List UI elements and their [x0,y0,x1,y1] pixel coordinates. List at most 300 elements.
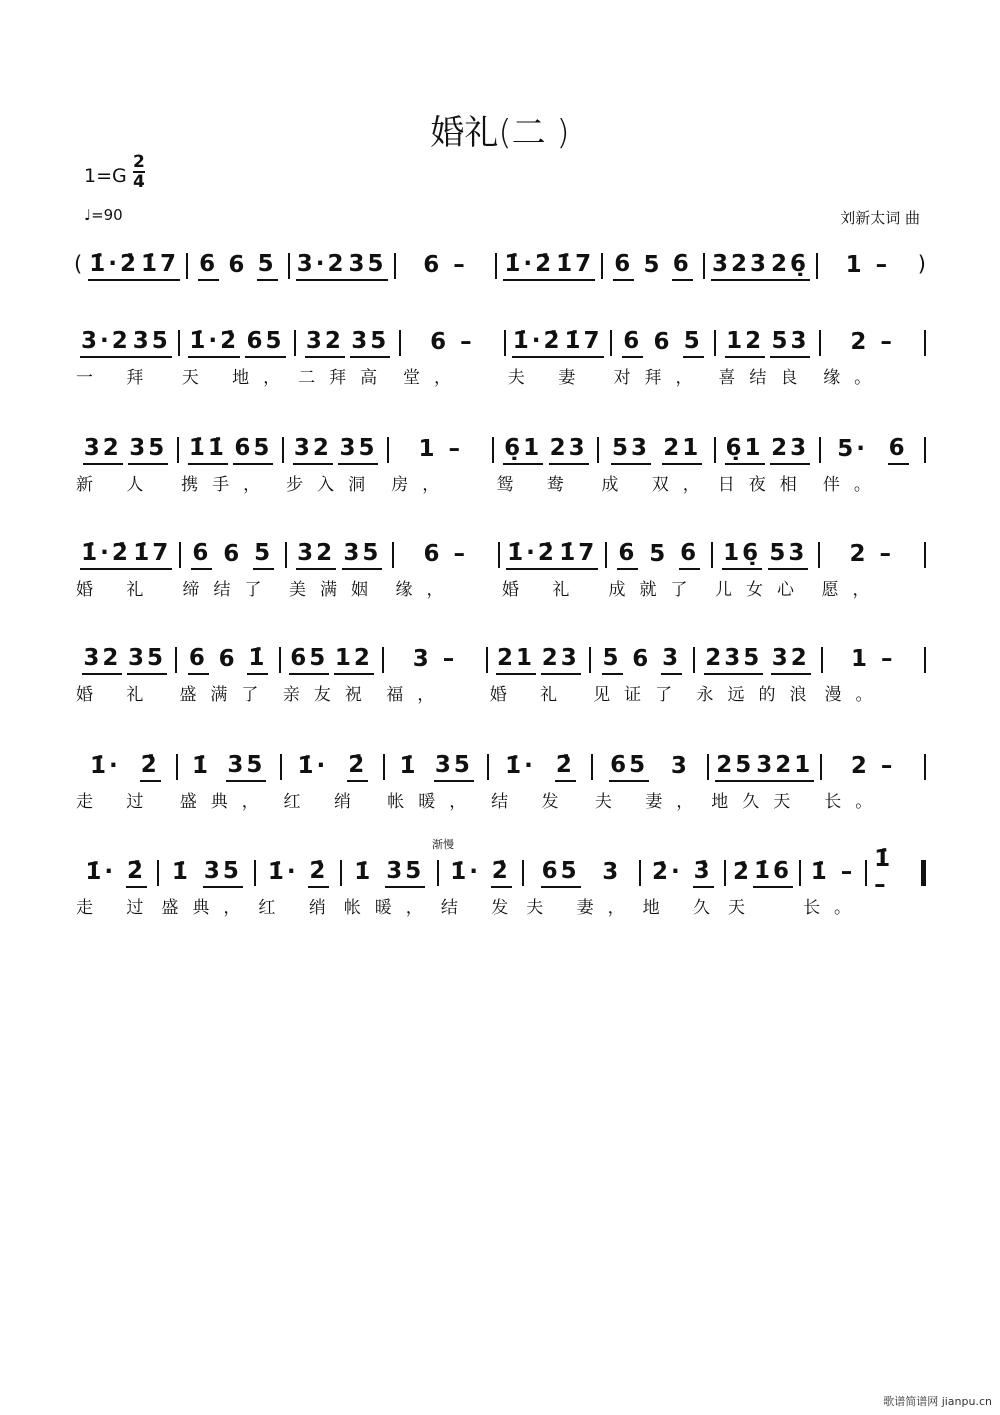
score-line [74,323,926,393]
note-group: 6̣1 [503,435,543,465]
note-group: 5· [837,436,868,462]
lyric-text: 夫 妻， [526,898,639,918]
measure [599,430,713,500]
measure [281,640,382,710]
note-group: 1̇· [90,753,121,779]
note-group: 35 [342,540,382,570]
time-signature-bottom: 4 [133,172,145,192]
note-group: 16̣ [722,540,762,570]
note-group: 53 [770,328,810,358]
lyric-text: 长。 [824,792,887,812]
note-group: 23 [549,435,589,465]
measure [290,246,394,316]
measure-notes [287,535,392,575]
measure [74,430,177,500]
score-line [74,246,926,316]
lyric-text: 福， [386,685,449,705]
note-group: 25 [715,752,755,782]
note-group: 1̇·2̇ [512,328,564,358]
note-group: 6 [653,329,673,355]
note-group: 1̇·2̇ [80,540,132,570]
bar-line [924,542,926,568]
note-group: 32 [83,435,123,465]
measure [256,853,339,923]
lyric-text: 长。 [803,898,866,918]
ritardando-mark: 渐慢 [432,838,454,851]
measure-notes [74,853,157,893]
final-bar-line [921,860,926,886]
measure [591,640,692,710]
lyric-text: 愿， [821,580,884,600]
measure-notes [641,853,724,893]
note-group: 26̣ [770,251,810,281]
measure-notes [159,853,254,893]
lyric-text: 夫 妻， [594,792,708,812]
note-group: 6 [617,540,638,570]
note-group: 35 [203,858,243,888]
lyric-text [818,286,918,316]
lyric-text: 走 过 [76,792,158,812]
measure-notes [726,853,799,893]
note-group: 1̇6 [753,858,793,888]
measure [488,640,589,710]
note-group: 1̇ [354,859,374,885]
measure-notes [177,640,278,680]
measure-notes [591,640,692,680]
note-group: 65 [289,645,329,675]
note-group: 3 [670,753,690,779]
lyric-text: 日夜相 [717,475,811,495]
measure-notes [342,853,437,893]
measure [74,535,179,605]
note-group: 2 – [850,753,896,779]
measure-notes [709,747,820,787]
measure-notes [822,747,924,787]
note-group: 1̇ [399,753,419,779]
measure-notes [593,747,707,787]
note-group: 5 [253,540,274,570]
note-group: 6 [218,646,238,672]
measure [178,747,280,817]
measure [603,246,703,316]
lyric-text: 喜结良 [718,368,812,388]
note-group: 6 [679,540,700,570]
measure-notes [607,535,712,575]
measure [612,323,715,393]
measure [401,323,504,393]
lyric-text: 缔结了 [182,580,276,600]
measure [385,747,487,817]
measure [494,430,597,500]
lyric-text: 新 人 [76,475,158,495]
measure [284,430,387,500]
score-line [74,846,926,923]
score-line [74,430,926,500]
lyric-text: 盛满了 [179,685,273,705]
measure-notes [867,846,921,898]
time-signature [133,153,145,191]
measure-notes [612,323,715,363]
measure-notes [401,323,504,363]
measure [726,853,799,923]
measure-notes [396,246,496,286]
score-line [74,535,926,605]
note-group: 3 [661,645,682,675]
measure [287,535,392,605]
lyric-text: 对拜， [613,368,707,388]
measure-notes [524,853,638,893]
note-group: 1 – [850,646,896,672]
measure-notes [488,640,589,680]
note-group: 6 [888,435,909,465]
measure [74,323,178,393]
measure [74,853,157,923]
lyric-text: 见证了 [593,685,687,705]
measure [394,535,499,605]
note-group: 65 [541,858,581,888]
note-group: 21 [662,435,702,465]
note-group: 6 [632,646,652,672]
note-group: 1̇ [171,859,191,885]
measure-notes [179,430,282,470]
lyric-text: 红 绡 [258,898,340,918]
measure [801,853,865,923]
note-group: 3·2 [296,251,348,281]
note-group: 1 – [418,436,464,462]
measure-notes [821,430,924,470]
measure-notes [497,246,601,286]
measure-notes [282,747,384,787]
measure-notes [256,853,339,893]
lyric-text [867,893,921,923]
lyric-text: 婚 礼 [76,685,158,705]
lyric-text: 缘。 [823,368,886,388]
note-group: 53 [768,540,808,570]
measure [607,535,712,605]
watermark: 歌谱简谱网 jianpu.cn [883,1395,992,1408]
lyric-text: 帐暖， [387,792,481,812]
measure-notes [178,747,280,787]
note-group: 2̇ [491,858,512,888]
measure-notes [713,535,818,575]
measure [867,846,921,923]
note-group: 35 [338,435,378,465]
lyric-text: 二拜高 [298,368,392,388]
measure-notes [603,246,703,286]
measure-notes [500,535,605,575]
measure [296,323,399,393]
note-group: 1̇7 [558,540,598,570]
measure-notes [290,246,394,286]
measure [342,853,437,923]
measure [713,535,818,605]
note-group: 32 [293,435,333,465]
lyric-text: 伴。 [822,475,885,495]
lyric-text [396,286,496,316]
measure [384,640,485,710]
note-group: 3̇ [693,858,714,888]
note-group: 65 [245,328,285,358]
measure [705,246,816,316]
note-group: 2 – [850,329,895,355]
note-group: 2 – [849,541,894,567]
lyric-text: 天 地， [181,368,295,388]
lyric-text: 一 拜 [76,368,158,388]
note-group: 1̇· [505,753,536,779]
lyric-text: 盛典， [161,898,255,918]
lyric-text: 婚 礼 [489,685,572,705]
measure-notes [716,323,819,363]
note-group: 2̇ [140,752,161,782]
note-group: 2̇ [347,752,368,782]
measure-notes [389,430,492,470]
measure [82,246,186,316]
measure [818,246,918,316]
bar-line [924,647,926,673]
note-group: 1̇· [450,859,481,885]
note-group: 3·2 [80,328,132,358]
note-group: 35 [434,752,474,782]
note-group: 23 [541,645,581,675]
measure-notes [506,323,610,363]
measure [500,535,605,605]
measure-notes [695,640,821,680]
measure [181,535,286,605]
note-group: 3 – [412,646,458,672]
note-group: 1 – [845,252,891,278]
score-line [74,640,926,710]
note-group: 12 [334,645,374,675]
lyric-text: 夫 妻 [507,368,590,388]
lyric-text: 缘， [395,580,458,600]
note-group: 2̇ [733,859,753,885]
lyric-text [603,286,703,316]
lyric-text: 红 绡 [283,792,365,812]
note-group: 6 [223,541,243,567]
close-parenthesis: ) [917,252,926,276]
composer-credit: 刘新太词 曲 [840,209,920,227]
measure-notes [181,535,286,575]
measure [593,747,707,817]
note-group: 2̇ [555,752,576,782]
lyric-text: 婚 礼 [502,580,584,600]
measure [641,853,724,923]
note-group: 5 [643,252,663,278]
measure [180,323,294,393]
lyric-text: 美满姻 [289,580,382,600]
note-group: 1̇ – [874,846,894,898]
measure [821,430,924,500]
lyric-text: 步入洞 [286,475,380,495]
note-group: 5 [602,645,623,675]
note-group: 35 [127,645,167,675]
note-group: 32 [82,645,122,675]
note-group: 23 [770,435,810,465]
note-group: 1̇·2̇ [506,540,558,570]
note-group: 6 – [423,541,468,567]
measure-notes [801,853,865,893]
measure-notes [74,535,179,575]
lyric-text: 亲友祝 [282,685,376,705]
measure [282,747,384,817]
song-title: 婚礼(二 ) [430,113,570,153]
measure [695,640,821,710]
measure-notes [188,246,288,286]
note-group: 6 – [423,252,468,278]
note-group: 6 [228,252,248,278]
note-group: 32 [296,540,336,570]
lyric-text: 漫。 [824,685,887,705]
note-group: 6 [613,251,634,281]
lyric-text: 鸳 鸯 [496,475,578,495]
note-group: 1̇7 [564,328,604,358]
note-group: 2̇· [652,859,683,885]
bar-line [924,330,926,356]
note-group: 6̣1 [725,435,765,465]
measure-notes [394,535,499,575]
measure [497,246,601,316]
measure-notes [494,430,597,470]
note-group: 1̇·2̇ [188,328,240,358]
measure-notes [439,853,522,893]
measure [179,430,282,500]
measure-notes [384,640,485,680]
lyric-text: 结 发 [491,792,573,812]
measure-notes [180,323,294,363]
measure-notes [284,430,387,470]
lyric-text [290,286,394,316]
note-group: 6 [191,540,212,570]
lyric-text: 房， [391,475,454,495]
measure-notes [716,430,819,470]
note-group: 53 [611,435,651,465]
note-group: 1̇7 [555,251,595,281]
lyric-text: 帐暖， [343,898,437,918]
bar-line [924,754,926,780]
measure [506,323,610,393]
measure-notes [821,323,924,363]
note-group: 1̇· [85,859,117,885]
note-group: 32 [771,645,811,675]
key-signature: 1=G [84,165,127,187]
measure [439,853,522,923]
note-group: 21 [496,645,536,675]
measure-notes [823,640,924,680]
measure [716,430,819,500]
measure-notes [74,640,175,680]
measure [822,747,924,817]
measure-notes [818,246,918,286]
measure [709,747,820,817]
note-group: 1̇ [191,753,211,779]
note-group: 1̇7 [132,540,172,570]
measure-notes [385,747,487,787]
measure [74,747,176,817]
note-group: 12 [725,328,765,358]
note-group: 3 [602,859,622,885]
measure-notes [281,640,382,680]
note-group: 235 [704,645,763,675]
measure [820,535,925,605]
note-group: 6 [188,645,209,675]
lyric-text: 儿女心 [715,580,808,600]
score-line [74,747,926,817]
measure-notes [74,430,177,470]
note-group: 65 [609,752,649,782]
note-group: 6 – [430,329,475,355]
lyric-text: 天 [728,898,760,918]
note-group: 1̇ [247,645,268,675]
note-group: 35 [226,752,266,782]
note-group: 35 [128,435,168,465]
note-group: 5 [257,251,278,281]
note-group: 1̇·2̇ [88,251,140,281]
measure [716,323,819,393]
bar-line [924,437,926,463]
note-group: 6 [672,251,693,281]
note-group: 1̇7 [140,251,180,281]
measure-notes [820,535,925,575]
note-group: 35 [348,251,388,281]
open-parenthesis: ( [74,252,83,276]
note-group: 1̇· [267,859,299,885]
measure-notes [82,246,186,286]
note-group: 6 [198,251,219,281]
lyric-text: 婚 礼 [76,580,158,600]
lyric-text: 盛典， [179,792,273,812]
lyric-text: 成就了 [608,580,702,600]
lyric-text: 走 过 [76,898,158,918]
lyric-text [705,286,816,316]
note-group: 35 [350,328,390,358]
note-group: 35 [385,858,425,888]
note-group: 65 [233,435,273,465]
measure-notes [599,430,713,470]
lyric-text: 成 双， [601,475,714,495]
note-group: 323 [711,251,770,281]
lyric-text [497,286,601,316]
note-group: 1̇ – [810,859,856,885]
lyric-text [82,286,186,316]
measure [74,640,175,710]
measure [396,246,496,316]
note-group: 2̇ [308,858,329,888]
measure [188,246,288,316]
note-group: 35 [132,328,172,358]
tempo-marking: ♩=90 [84,206,123,224]
lyric-text: 结 发 [440,898,523,918]
note-group: 1̇1̇ [188,435,228,465]
lyric-text: 地 久 [642,898,725,918]
note-group: 6 [622,328,643,358]
measure [524,853,638,923]
measure-notes [296,323,399,363]
note-group: 1̇·2̇ [503,251,555,281]
measure-notes [705,246,816,286]
measure [159,853,254,923]
measure [389,430,492,500]
measure [177,640,278,710]
note-group: 5 [649,541,669,567]
lyric-text: 携手， [181,475,275,495]
measure-notes [74,323,178,363]
lyric-text [188,286,288,316]
lyric-text: 地久天 [711,792,805,812]
note-group: 5 [683,328,704,358]
lyric-text: 堂， [402,368,465,388]
note-group: 1̇· [297,753,329,779]
measure-notes [74,747,176,787]
